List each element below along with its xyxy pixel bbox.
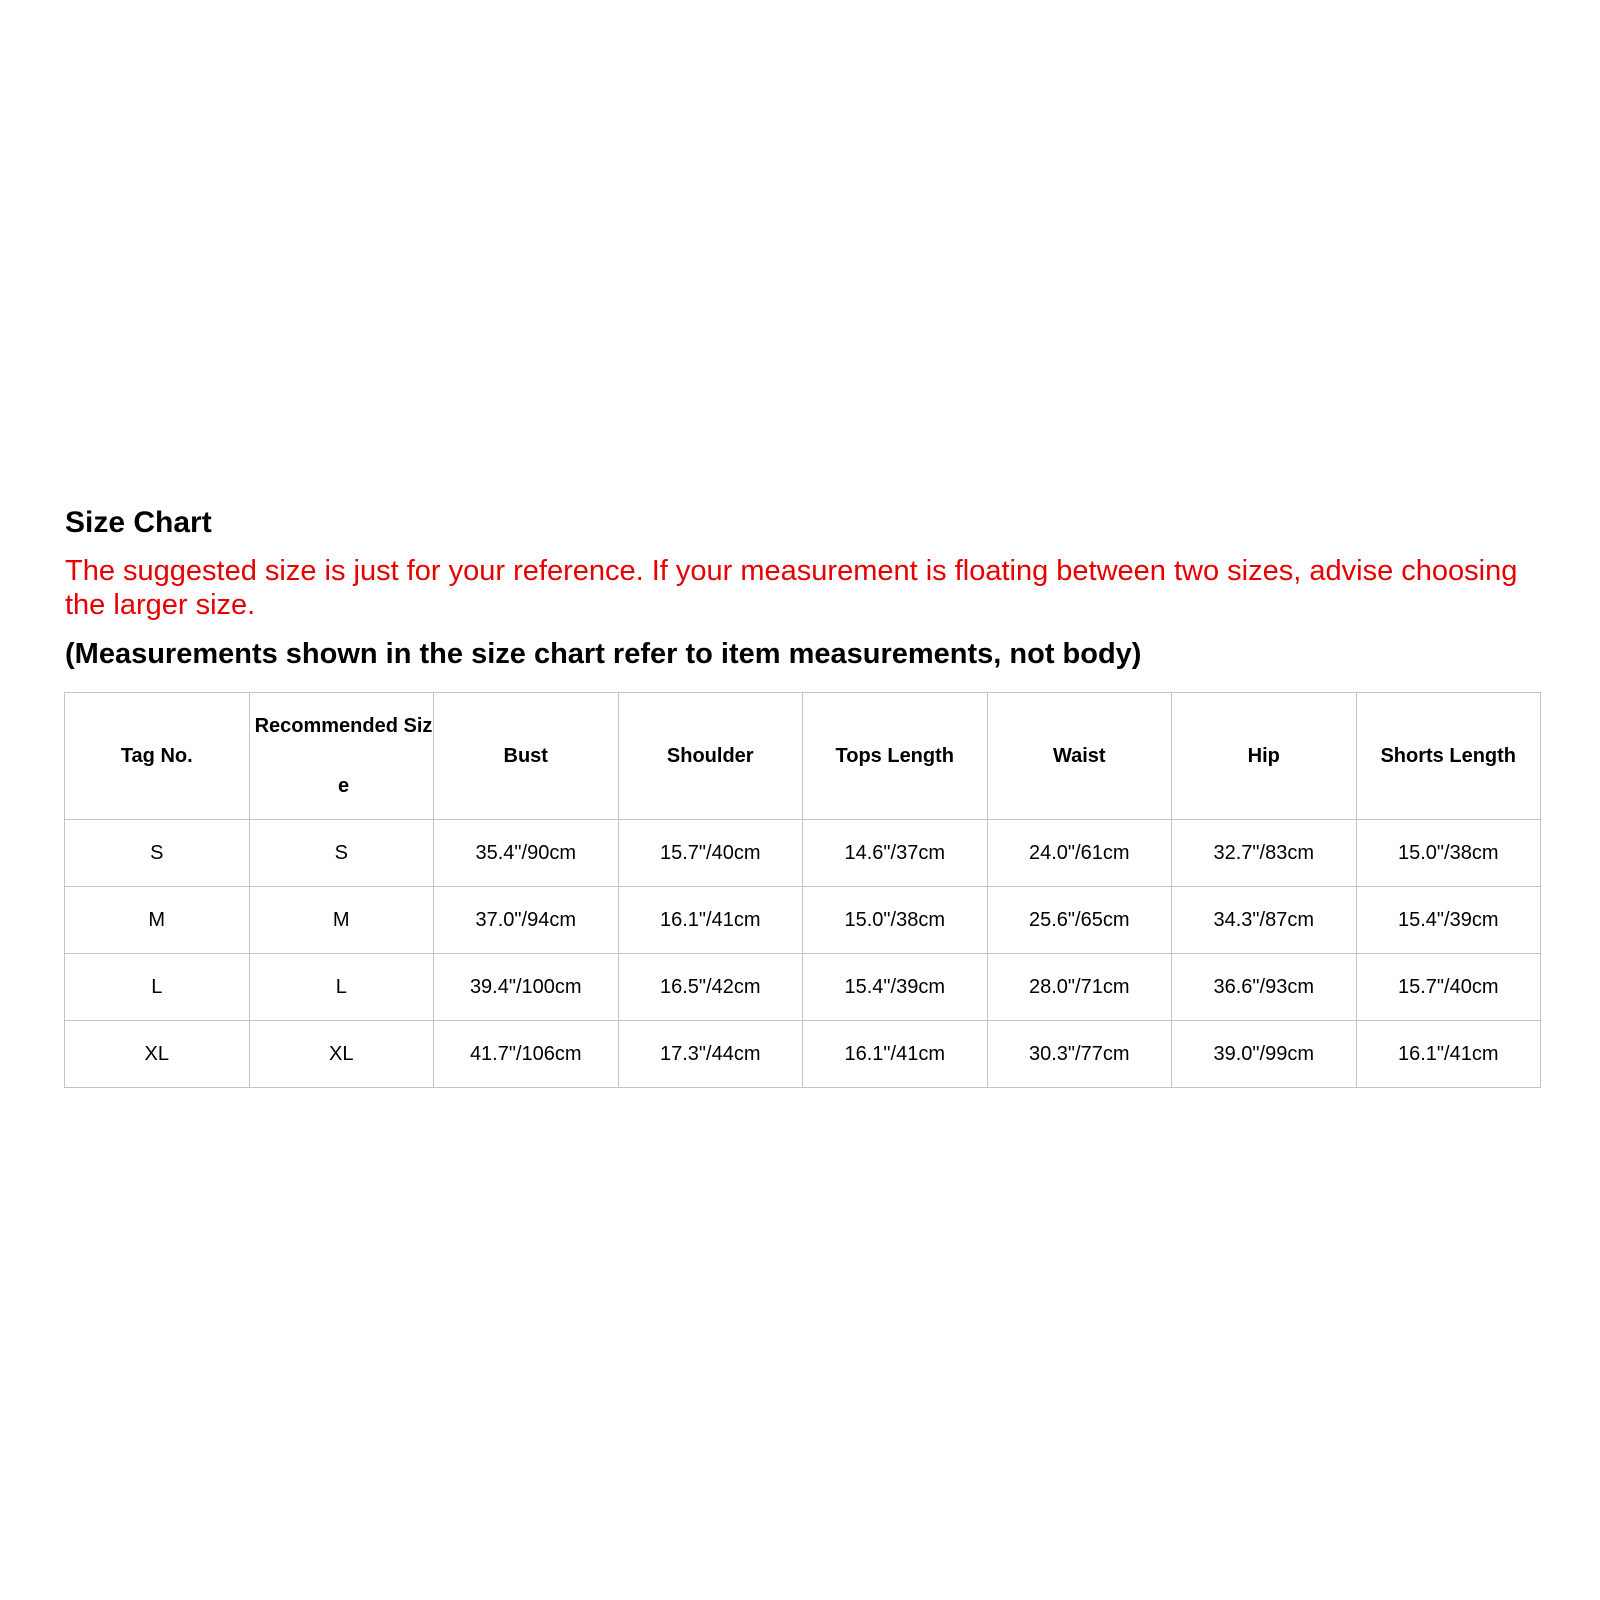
table-cell: 39.0"/99cm xyxy=(1172,1021,1357,1088)
table-header-row xyxy=(65,693,1541,820)
table-cell: M xyxy=(65,887,250,954)
recommended-size-label: Recommended Size xyxy=(254,715,433,797)
column-header-waist: Waist xyxy=(987,693,1172,820)
table-cell: 15.4"/39cm xyxy=(1356,887,1541,954)
table-cell: 15.4"/39cm xyxy=(803,954,988,1021)
table-row xyxy=(65,954,1541,1021)
size-table xyxy=(64,692,1541,1088)
column-header-shorts-length: Shorts Length xyxy=(1356,693,1541,820)
table-cell: 16.1"/41cm xyxy=(1356,1021,1541,1088)
table-cell: L xyxy=(65,954,250,1021)
measurement-note: (Measurements shown in the size chart refer to item measurements, not body) xyxy=(65,638,1142,670)
table-cell: M xyxy=(249,887,434,954)
table-cell: 30.3"/77cm xyxy=(987,1021,1172,1088)
table-cell: 28.0"/71cm xyxy=(987,954,1172,1021)
table-cell: 14.6"/37cm xyxy=(803,820,988,887)
table-cell: 16.1"/41cm xyxy=(618,887,803,954)
table-row xyxy=(65,887,1541,954)
column-header-tops-length: Tops Length xyxy=(803,693,988,820)
table-cell: 24.0"/61cm xyxy=(987,820,1172,887)
table-cell: XL xyxy=(65,1021,250,1088)
table-cell: 34.3"/87cm xyxy=(1172,887,1357,954)
column-header-tag-no: Tag No. xyxy=(65,693,250,820)
table-cell: 15.0"/38cm xyxy=(1356,820,1541,887)
table-cell: 16.5"/42cm xyxy=(618,954,803,1021)
column-header-shoulder: Shoulder xyxy=(618,693,803,820)
table-cell: S xyxy=(65,820,250,887)
table-cell: 17.3"/44cm xyxy=(618,1021,803,1088)
table-cell: 15.0"/38cm xyxy=(803,887,988,954)
size-chart-header xyxy=(65,505,1541,672)
table-cell: 39.4"/100cm xyxy=(434,954,619,1021)
table-row xyxy=(65,820,1541,887)
table-cell: 25.6"/65cm xyxy=(987,887,1172,954)
column-header-recommended-size xyxy=(249,693,434,820)
table-row xyxy=(65,1021,1541,1088)
table-cell: 35.4"/90cm xyxy=(434,820,619,887)
table-cell: L xyxy=(249,954,434,1021)
table-cell: 36.6"/93cm xyxy=(1172,954,1357,1021)
table-cell: 32.7"/83cm xyxy=(1172,820,1357,887)
table-cell: 15.7"/40cm xyxy=(618,820,803,887)
table-cell: S xyxy=(249,820,434,887)
column-header-hip: Hip xyxy=(1172,693,1357,820)
table-cell: 15.7"/40cm xyxy=(1356,954,1541,1021)
table-cell: 37.0"/94cm xyxy=(434,887,619,954)
table-cell: 41.7"/106cm xyxy=(434,1021,619,1088)
size-notice: The suggested size is just for your reference. If your measurement is floating between two sizes, advise choosing the larger size. xyxy=(65,555,1518,621)
table-cell: 16.1"/41cm xyxy=(803,1021,988,1088)
table-cell: XL xyxy=(249,1021,434,1088)
page-title: Size Chart xyxy=(65,506,212,539)
column-header-bust: Bust xyxy=(434,693,619,820)
